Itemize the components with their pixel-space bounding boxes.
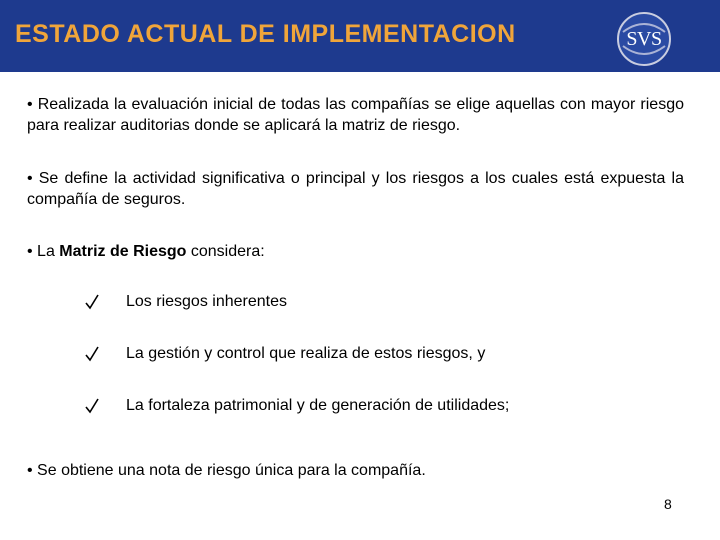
bullet-matrix [27, 241, 684, 262]
bullet-evaluation: • Realizada la evaluación inicial de todas las compañías se elige aquellas con mayor riesgo para realizar auditorias donde se aplicará la matriz de riesgo. [27, 96, 684, 134]
checkmark-icon [84, 345, 100, 363]
checklist-item-label: La gestión y control que realiza de estos riesgos, y [126, 345, 486, 362]
checkmark-icon [84, 397, 100, 415]
slide-title: ESTADO ACTUAL DE IMPLEMENTACION [15, 20, 516, 48]
header-bar [0, 0, 720, 75]
bullet-matrix-prefix: • La [27, 243, 60, 260]
checkmark-icon [84, 293, 100, 311]
bullet-activity: • Se define la actividad significativa o principal y los riesgos a los cuales está expuesta la compañía de seguros. [27, 170, 684, 208]
checklist-item-label: La fortaleza patrimonial y de generación de utilidades; [126, 397, 510, 414]
svs-logo [615, 10, 673, 68]
matrix-emphasis: Matriz de Riesgo [59, 243, 187, 260]
bullet-matrix-suffix: considera: [186, 243, 265, 260]
checklist-item-label: Los riesgos inherentes [126, 293, 287, 310]
bullet-risk-score: • Se obtiene una nota de riesgo única para la compañía. [27, 462, 426, 479]
page-number: 8 [664, 496, 672, 512]
logo-text: SVS [626, 27, 662, 50]
